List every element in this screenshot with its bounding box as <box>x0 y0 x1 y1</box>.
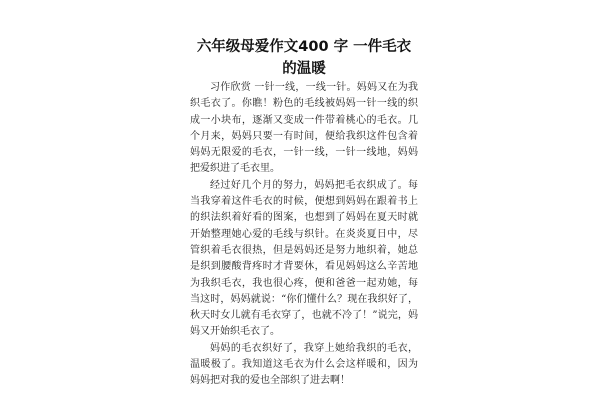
article-body <box>190 80 418 390</box>
paragraph-2: 经过好几个月的努力，妈妈把毛衣织成了。每当我穿着这件毛衣的时候，便想到妈妈在跟着书上的织法织着好看的图案，也想到了妈妈在夏天时就开始整理她心爱的毛线与织针。在炎炎夏日中，尽管织着毛衣很热，但是妈妈还是努力地织着，她总是织到腰酸背疼时才背要休，看见妈妈这么辛苦地为我织毛衣，我也很心疼，便和爸爸一起劝她，每当这时，妈妈就说：“你们懂什么？现在我织好了，秋天时女儿就有毛衣穿了，也就不冷了！”说完，妈妈又开始织毛衣了。 <box>190 179 418 338</box>
document-title: 六年级母爱作文400 字 一件毛衣的温暖 <box>196 39 412 77</box>
paragraph-1: 习作欣赏 一针一线，一线一针。妈妈又在为我织毛衣了。你瞧！粉色的毛线被妈妈一针一线的织成一小块布，逐渐又变成一件带着桃心的毛衣。几个月来，妈妈只要一有时间，便给我织这件包含着妈妈无限爱的毛衣，一针一线，一针一线地，妈妈把爱织进了毛衣里。 <box>190 82 418 175</box>
paragraph-3: 妈妈的毛衣织好了，我穿上她给我织的毛衣，温暖极了。我知道这毛衣为什么会这样暖和，因为妈妈把对我的爱也全部织了进去啊！ <box>190 342 418 387</box>
